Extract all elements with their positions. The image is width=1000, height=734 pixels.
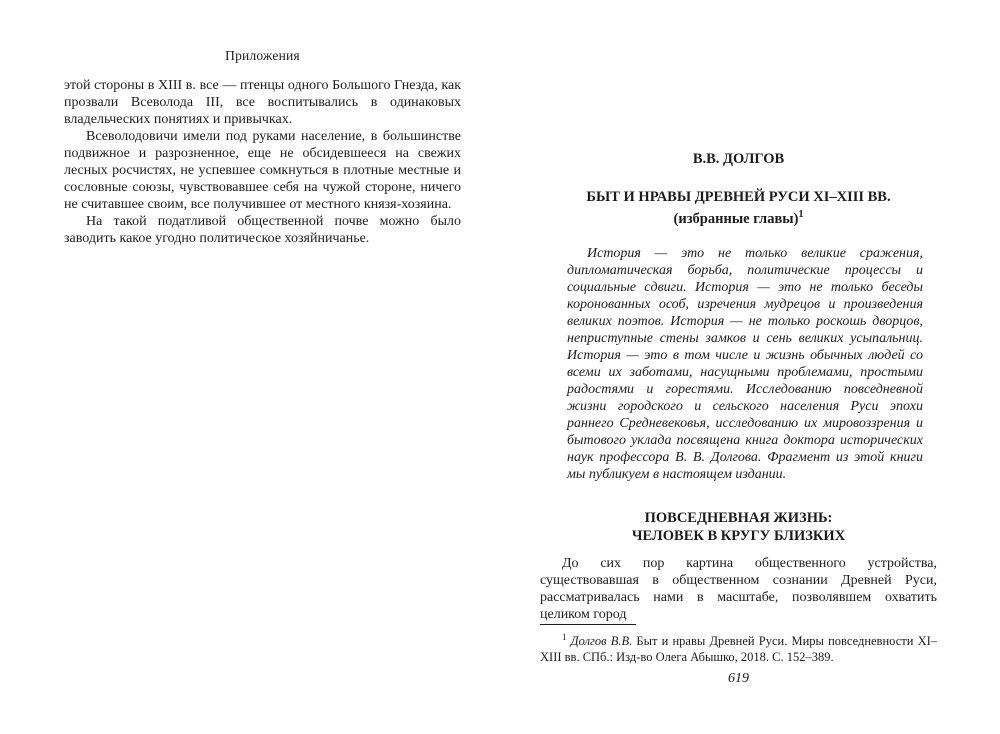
paragraph: этой стороны в XIII в. все — птенцы одного Большого Гнезда, как прозвали Всеволода III, все воспитывались в одинаковых владельческих понятиях и привычках. <box>64 78 461 127</box>
footnote-divider <box>540 624 636 625</box>
left-page-body <box>64 77 461 247</box>
section-heading <box>540 509 937 545</box>
chapter-title <box>540 188 937 228</box>
paragraph: До сих пор картина общественного устройства, существовавшая в общественном сознании Древней Руси, рассматривалась нами в масштабе, позволявшем охватить целиком город <box>540 556 937 622</box>
annotation-block <box>567 245 923 483</box>
paragraph: Всеволодовичи имели под руками население, в большинстве подвижное и разрозненное, еще не обсидевшееся на свежих лесных росчистях, не успевшее сомкнуться в плотные местные и сословные союзы, чувствовавшее себя на чужой стороне, ничего не считавшее своим, все получившее от местного князя-хозяина. <box>64 129 461 212</box>
left-page <box>64 0 461 734</box>
section-heading-line-2: ЧЕЛОВЕК В КРУГУ БЛИЗКИХ <box>631 528 846 544</box>
title-subline: (избранные главы) <box>673 210 799 227</box>
right-page <box>540 0 937 734</box>
title-line-1: БЫТ И НРАВЫ ДРЕВНЕЙ РУСИ XI–XIII ВВ. <box>586 189 891 205</box>
page-number: 619 <box>728 671 749 686</box>
running-head: Приложения <box>225 48 300 63</box>
footnote-marker: 1 <box>562 632 567 642</box>
title-line-2 <box>540 206 937 228</box>
annotation-paragraph: История — это не только великие сражения, дипломатическая борьба, политические процессы и социальные сдвиги. История — это не только беседы коронованных особ, изречения мудрецов и произведения великих поэтов. История — не только роскошь дворцов, неприступные стены замков и сень великих усыпальниц. История — это в том числе и жизнь обычных людей со всеми их заботами, насущными проблемами, простыми радостями и горестями. Исследованию повседневной жизни городского и сельского населения Руси эпохи раннего Средневековья, исследованию их мировоззрения и бытового уклада посвящена книга доктора исторических наук профессора В. В. Долгова. Фрагмент из этой книги мы публикуем в настоящем издании. <box>567 246 923 482</box>
footnote-text <box>540 629 937 665</box>
paragraph: На такой податливой общественной почве можно было заводить какое угодно политическое хозяйничанье. <box>64 214 461 246</box>
section-heading-line-1: ПОВСЕДНЕВНАЯ ЖИЗНЬ: <box>644 510 833 526</box>
footnote-author: Долгов В.В. <box>570 634 633 649</box>
right-page-body <box>540 555 937 623</box>
author-name: В.В. ДОЛГОВ <box>692 151 785 167</box>
footnote-body: Быт и нравы Древней Руси. Миры повседневности XI–XIII вв. СПб.: Изд-во Олега Абышко, 2018. С. 152–389. <box>540 634 938 665</box>
footnote-reference: 1 <box>798 209 804 220</box>
footnote <box>540 629 937 665</box>
